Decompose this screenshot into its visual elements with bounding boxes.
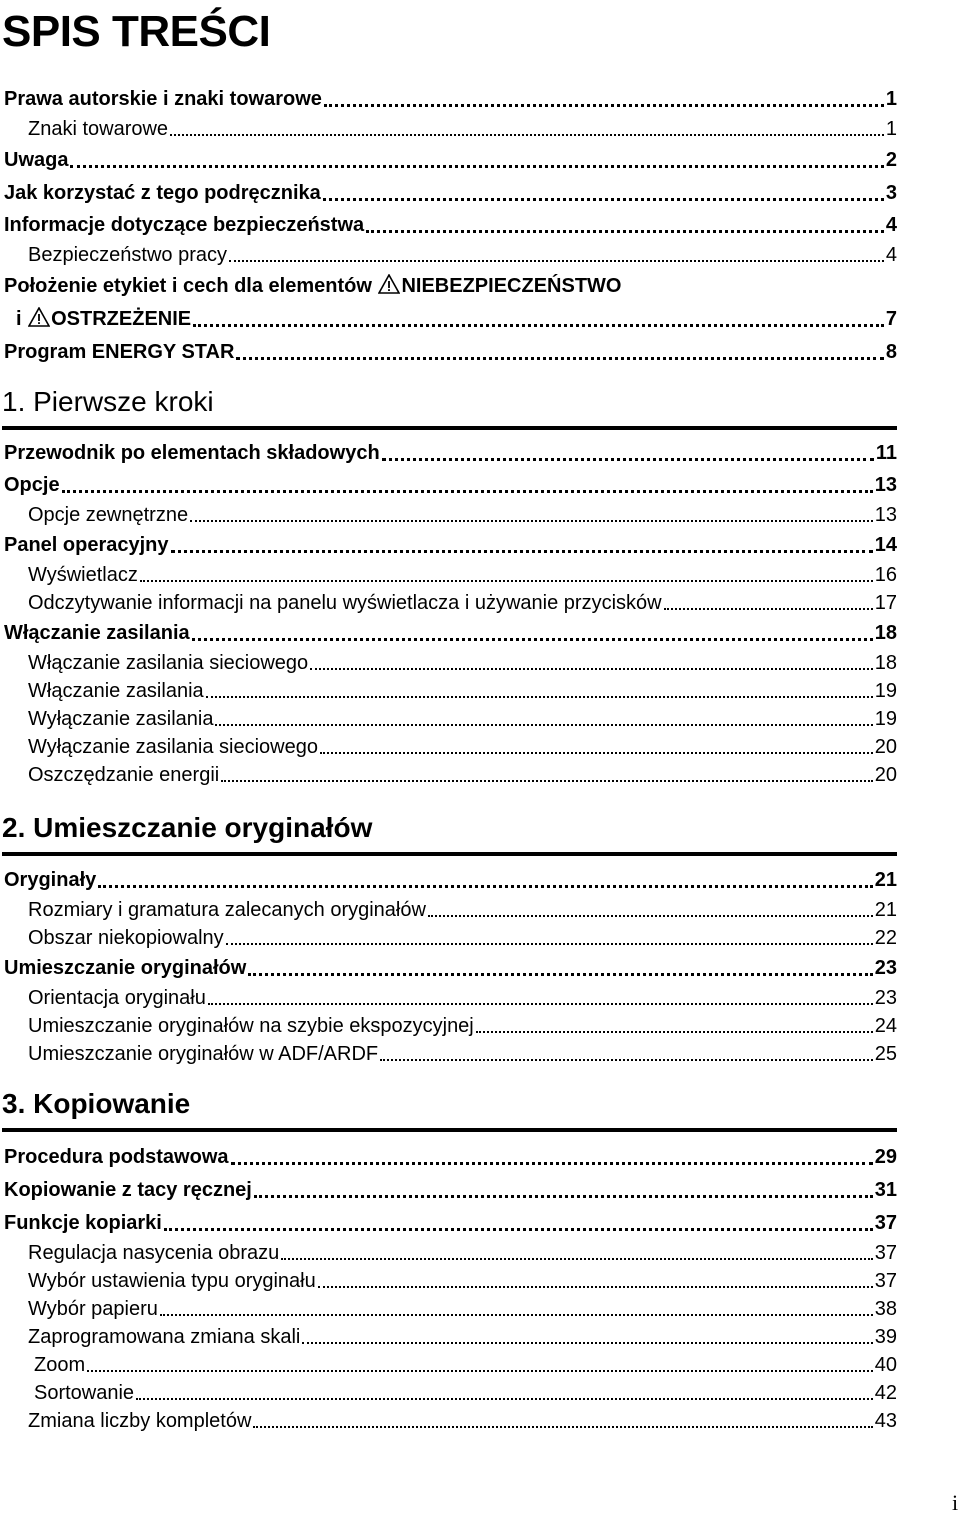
chapter-title[interactable]: 2. Umieszczanie oryginałów [2,808,897,856]
toc-entry[interactable] [4,529,897,561]
toc-entry[interactable] [4,589,897,617]
toc-entry-label: Znaki towarowe [28,118,169,140]
toc-entry-page: 18 [874,652,897,674]
toc-entry-label: Wyłączanie zasilania sieciowego [28,736,318,758]
toc-entry[interactable] [4,649,897,677]
toc-entry[interactable] [4,210,897,240]
toc-entry-page: 24 [874,1015,897,1037]
dot-leader [62,490,873,493]
dot-leader [208,1003,873,1005]
toc-entry-label: Włączanie zasilania [28,680,204,702]
toc-entry[interactable] [4,1239,897,1267]
dot-leader [324,104,884,107]
toc-entry[interactable] [4,469,897,501]
toc-entry-page: 17 [874,592,897,614]
toc-entry-label-warning: NIEBEZPIECZEŃSTWO [401,275,622,297]
toc-entry-page: 1 [885,118,897,140]
toc-entry-page: 40 [874,1354,897,1376]
dot-leader [476,1031,873,1033]
toc-entry-label: Opcje zewnętrzne [28,504,189,526]
toc-entry-label-text: Położenie etykiet i cech dla elementów [4,275,378,297]
page-title: SPIS TREŚCI [2,7,271,56]
toc-entry-label: Rozmiary i gramatura zalecanych oryginałów [28,899,426,921]
toc-entry-page: 25 [874,1043,897,1065]
dot-leader [221,780,873,782]
toc-entry[interactable] [4,437,897,469]
toc-entry-page: 7 [885,308,897,330]
toc-entry-label: Procedura podstawowa [4,1146,229,1168]
toc-chapter-3 [4,1141,897,1435]
toc-entry-label: Funkcje kopiarki [4,1212,162,1234]
toc-entry[interactable] [4,561,897,589]
toc-entry-page: 13 [874,504,897,526]
toc-entry-label: Uwaga [4,149,69,171]
toc-entry-label: Obszar niekopiowalny [28,927,224,949]
toc-entry-page: 16 [874,564,897,586]
toc-entry-page: 4 [885,244,897,266]
toc-entry[interactable] [4,1012,897,1040]
toc-entry[interactable] [4,84,897,114]
dot-leader [215,724,872,726]
toc-entry[interactable] [4,501,897,529]
toc-entry-label: Wybór papieru [28,1298,158,1320]
toc-entry[interactable] [4,896,897,924]
toc-entry[interactable] [4,1407,897,1435]
dot-leader [140,580,873,582]
toc-entry[interactable] [4,240,897,270]
toc-entry-label: Oryginały [4,869,97,891]
toc-entry-label: Oszczędzanie energii [28,764,220,786]
toc-entry-label: Zaprogramowana zmiana skali [28,1326,301,1348]
toc-entry-label: Umieszczanie oryginałów w ADF/ARDF [28,1043,379,1065]
dot-leader [231,1162,873,1165]
toc-intro [4,84,897,369]
dot-leader [428,915,873,917]
toc-entry[interactable] [4,270,897,303]
toc-entry-page: 18 [874,622,897,644]
toc-chapter-2 [4,864,897,1068]
dot-leader [193,324,884,327]
toc-entry-label: Regulacja nasycenia obrazu [28,1242,280,1264]
toc-entry-page: 19 [874,708,897,730]
warning-triangle-icon [28,307,50,327]
dot-leader [70,165,883,168]
toc-entry-page: 3 [885,182,897,204]
toc-entry-label: Wyświetlacz [28,564,138,586]
toc-entry[interactable] [4,1174,897,1207]
toc-chapter-1 [4,437,897,789]
toc-entry[interactable] [4,677,897,705]
dot-leader [170,134,884,136]
toc-entry-label: Umieszczanie oryginałów na szybie ekspozycyjnej [28,1015,474,1037]
toc-entry-page: 31 [874,1179,897,1201]
toc-entry-label: Odczytywanie informacji na panelu wyświetlacza i używanie przycisków [28,592,662,614]
page-number: i [952,1490,959,1515]
toc-entry[interactable] [4,705,897,733]
toc-entry-label: Zoom [34,1354,86,1376]
toc-entry-label: Prawa autorskie i znaki towarowe [4,88,322,110]
toc-entry-page: 42 [874,1382,897,1404]
toc-entry-label: Panel operacyjny [4,534,169,556]
toc-entry-page: 13 [874,474,897,496]
chapter-title[interactable]: 1. Pierwsze kroki [2,382,897,430]
dot-leader [323,198,884,201]
toc-entry-page: 21 [874,899,897,921]
toc-entry-page: 2 [885,149,897,171]
dot-leader [87,1370,873,1372]
toc-entry-page: 37 [874,1270,897,1292]
toc-entry-label: Bezpieczeństwo pracy [28,244,227,266]
chapter-title[interactable]: 3. Kopiowanie [2,1084,897,1132]
toc-entry-label: Orientacja oryginału [28,987,206,1009]
toc-entry[interactable] [4,1207,897,1239]
toc-entry[interactable] [4,1141,897,1174]
toc-entry-label [16,303,191,336]
toc-entry-label: Umieszczanie oryginałów [4,957,247,979]
toc-entry-page: 14 [874,534,897,556]
toc-entry-label: Sortowanie [34,1382,135,1404]
toc-entry-label: Informacje dotyczące bezpieczeństwa [4,214,365,236]
dot-leader [382,458,874,461]
toc-entry[interactable] [4,1379,897,1407]
toc-entry-label: Jak korzystać z tego podręcznika [4,182,321,204]
toc-entry-page: 1 [885,88,897,110]
toc-entry-page: 19 [874,680,897,702]
dot-leader [136,1398,873,1400]
dot-leader [229,260,884,262]
dot-leader [302,1342,872,1344]
dot-leader [98,885,872,888]
toc-entry[interactable] [4,144,897,177]
toc-entry-label [4,270,621,303]
dot-leader [171,550,873,553]
toc-entry[interactable] [4,1295,897,1323]
warning-triangle-icon [378,274,400,294]
dot-leader [206,696,873,698]
toc-entry-label: Program ENERGY STAR [4,341,235,363]
dot-leader [380,1059,873,1061]
toc-entry-label-text: i [16,308,28,330]
toc-entry-label: Zmiana liczby kompletów [28,1410,252,1432]
toc-entry[interactable] [4,114,897,144]
toc-entry-label: Przewodnik po elementach składowych [4,442,380,464]
dot-leader [226,943,873,945]
toc-entry[interactable] [4,617,897,649]
toc-entry-page: 22 [874,927,897,949]
toc-entry-page: 39 [874,1326,897,1348]
toc-entry-page: 43 [874,1410,897,1432]
dot-leader [192,638,873,641]
dot-leader [248,973,872,976]
toc-entry-page: 29 [874,1146,897,1168]
toc-entry-page: 21 [874,869,897,891]
toc-entry-page: 11 [875,442,897,464]
toc-entry-label-caution: OSTRZEŻENIE [51,308,192,330]
toc-entry-label: Włączanie zasilania sieciowego [28,652,309,674]
dot-leader [320,752,873,754]
toc-entry-page: 4 [885,214,897,236]
toc-entry-label: Opcje [4,474,60,496]
toc-entry-page: 20 [874,736,897,758]
toc-entry[interactable] [4,177,897,210]
dot-leader [366,230,884,233]
dot-leader [318,1286,873,1288]
toc-entry[interactable] [4,952,897,984]
toc-entry-label: Wyłączanie zasilania [28,708,214,730]
toc-entry[interactable] [4,761,897,789]
toc-entry-label: Wybór ustawienia typu oryginału [28,1270,316,1292]
toc-entry-page: 8 [885,341,897,363]
toc-entry[interactable] [4,303,897,336]
dot-leader [253,1426,872,1428]
dot-leader [281,1258,872,1260]
toc-entry-page: 37 [874,1242,897,1264]
toc-entry[interactable] [4,984,897,1012]
toc-entry-page: 23 [874,987,897,1009]
toc-entry[interactable] [4,1323,897,1351]
dot-leader [254,1195,873,1198]
toc-entry-page: 37 [874,1212,897,1234]
toc-entry[interactable] [4,864,897,896]
toc-entry[interactable] [4,336,897,369]
dot-leader [310,668,873,670]
toc-entry[interactable] [4,1040,897,1068]
toc-entry-page: 23 [874,957,897,979]
toc-entry-label: Włączanie zasilania [4,622,190,644]
dot-leader [664,608,873,610]
dot-leader [190,520,873,522]
toc-entry[interactable] [4,1351,897,1379]
dot-leader [236,357,883,360]
toc-entry-label: Kopiowanie z tacy ręcznej [4,1179,252,1201]
toc-entry-page: 20 [874,764,897,786]
dot-leader [160,1314,873,1316]
toc-entry[interactable] [4,924,897,952]
dot-leader [164,1228,873,1231]
toc-entry-page: 38 [874,1298,897,1320]
toc-entry[interactable] [4,1267,897,1295]
toc-entry[interactable] [4,733,897,761]
